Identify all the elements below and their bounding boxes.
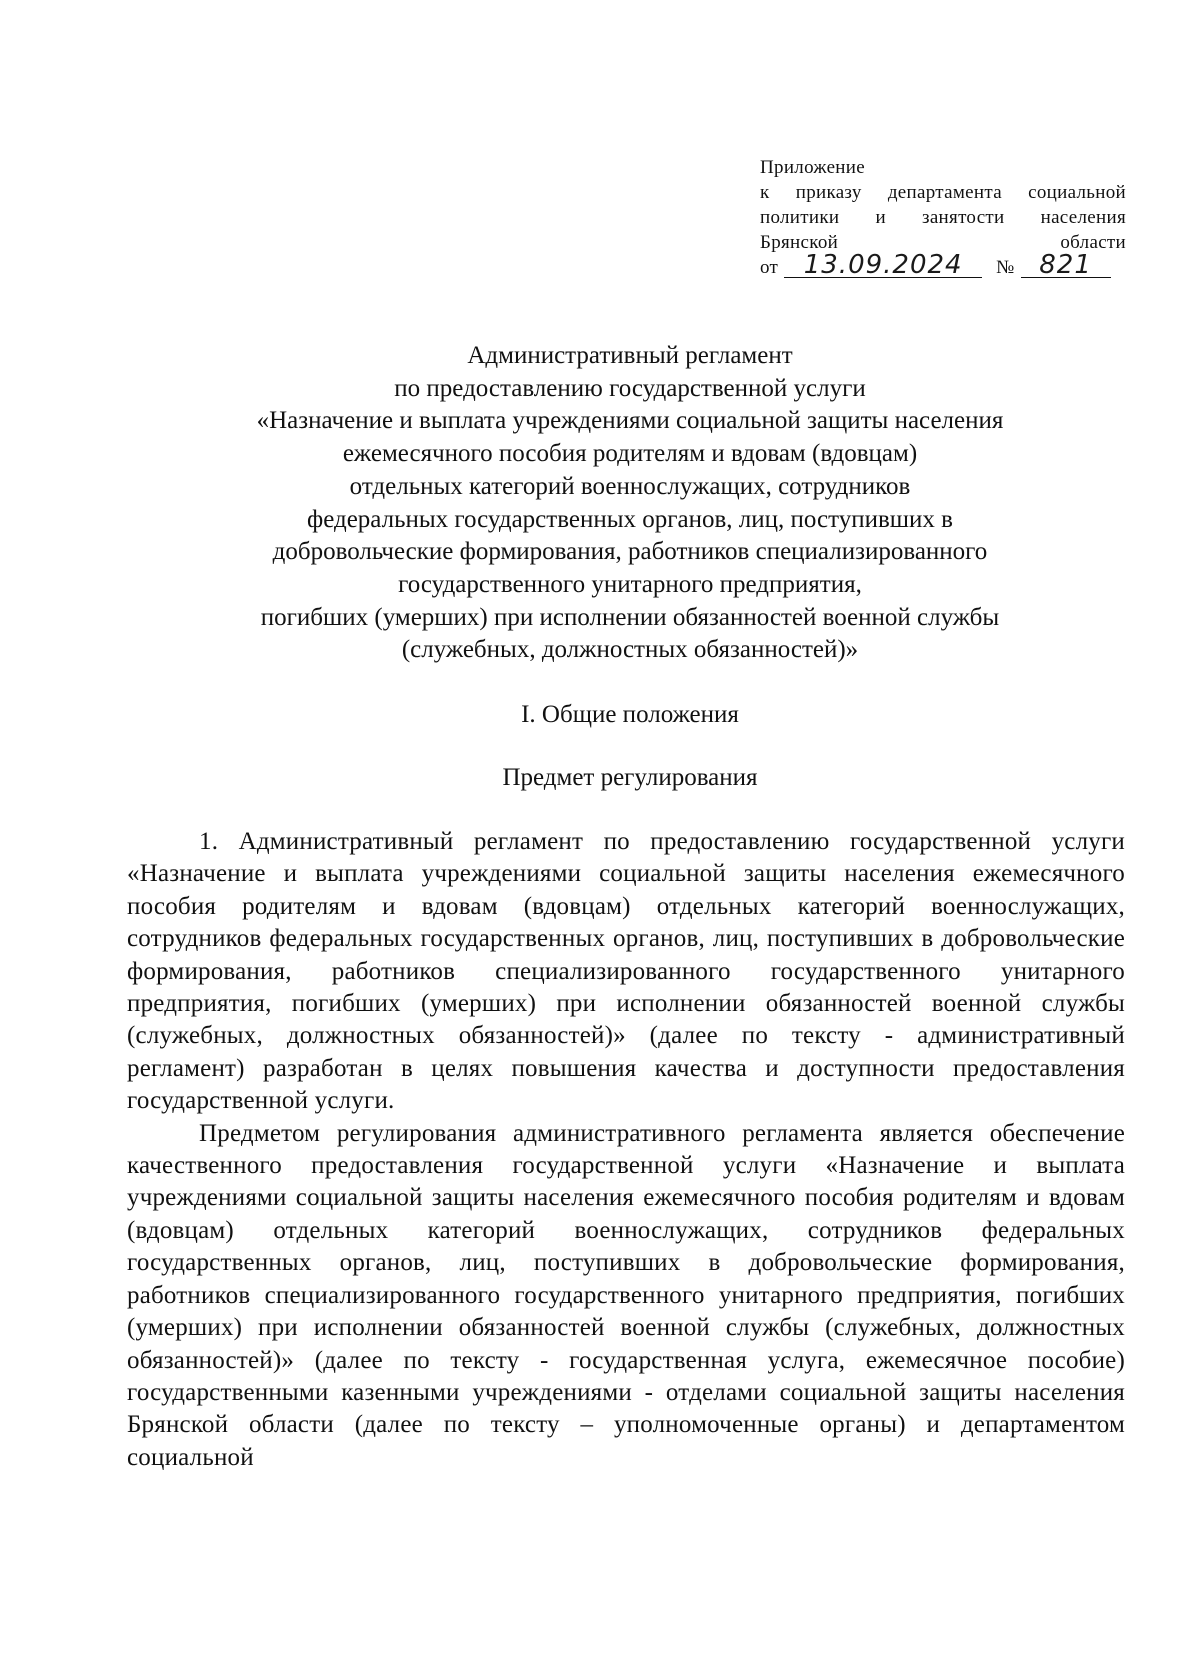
subsection-heading: Предмет регулирования xyxy=(502,764,758,791)
paragraph-2: Предметом регулирования административного регламента является обеспечение качественного предоставления государственной услуги «Назначение и выплата учреждениями социальной защиты населения ежемесячного пособия родителям и вдовам (вдовцам) отдельных категорий военнослужащих, сотрудников федеральных государственных органов, лиц, поступивших в добровольческие формирования, работников специализированного государственного унитарного предприятия, погибших (умерших) при исполнении обязанностей военной службы (служебных, должностных обязанностей)» (далее по тексту - государственная услуга, ежемесячное пособие) государственными казенными учреждениями - отделами социальной защиты населения Брянской области (далее по тексту – уполномоченные органы) и департаментом социальной xyxy=(127,1119,1125,1471)
approval-date-handwritten: 13.09.2024 xyxy=(784,253,982,278)
approval-number-sign: № xyxy=(996,257,1015,278)
approval-number-handwritten: 821 xyxy=(1021,253,1111,278)
document-title xyxy=(130,340,1130,667)
title-line: добровольческие формирования, работников специализированного xyxy=(272,538,988,566)
approval-region-line: Брянской области xyxy=(760,232,1126,253)
body-text xyxy=(127,826,1125,1474)
approval-order-line: к приказу департамента социальной xyxy=(760,182,1126,203)
approval-appendix-label: Приложение xyxy=(760,157,865,178)
approval-date-prefix: от xyxy=(760,257,779,278)
title-line: Административный регламент xyxy=(467,342,793,369)
title-line: погибших (умерших) при исполнении обязанностей военной службы xyxy=(260,603,1000,631)
title-line: «Назначение и выплата учреждениями социальной защиты населения xyxy=(256,407,1004,435)
approval-department-line: политики и занятости населения xyxy=(760,207,1126,228)
paragraph-1: 1. Административный регламент по предоставлению государственной услуги «Назначение и выплата учреждениями социальной защиты населения ежемесячного пособия родителям и вдовам (вдовцам) отдельных категорий военнослужащих, сотрудников федеральных государственных органов, лиц, поступивших в добровольческие формирования, работников специализированного государственного унитарного предприятия, погибших (умерших) при исполнении обязанностей военной службы (служебных, должностных обязанностей)» (далее по тексту - административный регламент) разработан в целях повышения качества и доступности предоставления государственной услуги. xyxy=(127,828,1125,1115)
title-line: (служебных, должностных обязанностей)» xyxy=(401,636,859,664)
approval-block xyxy=(760,155,1126,280)
title-line: федеральных государственных органов, лиц, поступивших в xyxy=(307,505,953,533)
approval-date-line xyxy=(760,250,1126,280)
title-line: отдельных категорий военнослужащих, сотрудников xyxy=(349,472,911,500)
section-heading: I. Общие положения xyxy=(521,701,739,728)
title-line: ежемесячного пособия родителям и вдовам (вдовцам) xyxy=(342,440,918,468)
title-line: государственного унитарного предприятия, xyxy=(398,570,862,598)
title-line: по предоставлению государственной услуги xyxy=(394,374,866,402)
